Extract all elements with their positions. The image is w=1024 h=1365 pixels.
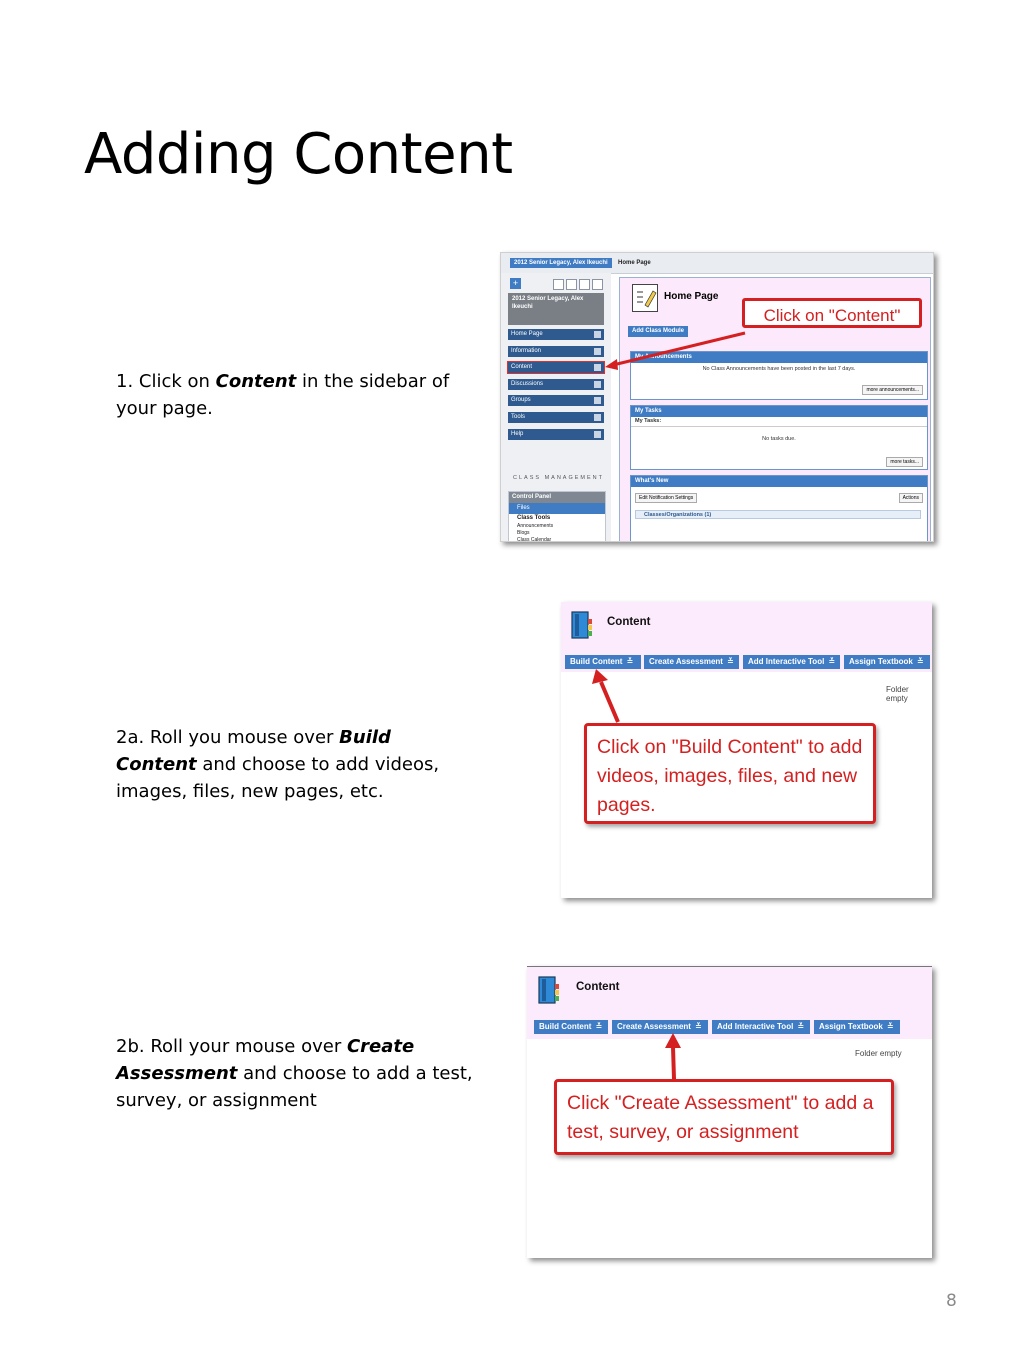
step-2a-pre: 2a. Roll you mouse over [116,727,340,748]
edit-notification-settings-button[interactable]: Edit Notification Settings [635,493,697,503]
sidebar-item-label: Groups [511,397,531,403]
content-title: Content [576,981,620,993]
step-2b-pre: 2b. Roll your mouse over [116,1036,347,1057]
content-callout: Click on "Content" [742,298,922,328]
step-1-post: in the sidebar of your page. [116,371,450,419]
step-1-pre: 1. Click on [116,371,216,392]
build-content-screenshot [561,602,932,898]
cp-item-announcements[interactable]: Announcements [517,523,554,529]
content-title: Content [607,616,651,628]
course-name[interactable]: 2012 Senior Legacy, Alex Ikeuchi [508,293,604,325]
classes-organizations-group[interactable]: Classes/Organizations (1) [635,510,921,519]
callout-arrow [501,253,933,541]
create-assessment-callout: Click "Create Assessment" to add a test, survey, or assignment [554,1079,894,1155]
assign-textbook-label: Assign Textbook [849,657,913,666]
sidebar-item-label: Information [511,348,542,354]
cp-item-blogs[interactable]: Blogs [517,530,530,536]
page-heading: Home Page [664,291,719,302]
chevron-down-icon: ≚ [726,657,734,666]
more-announcements-button[interactable]: more announcements... [862,385,923,395]
step-2a-bold: Build Content [116,727,391,775]
chevron-down-icon: ≚ [797,1022,805,1031]
add-class-module-button[interactable]: Add Class Module [628,326,688,337]
chevron-down-icon: ≚ [828,657,836,666]
create-assessment-label: Create Assessment [649,657,723,666]
class-management-heading: CLASS MANAGEMENT [513,475,604,481]
cp-item-class-calendar[interactable]: Class Calendar [517,537,552,542]
step-2b-post: and choose to add a test, survey, or assignment [116,1063,473,1111]
breadcrumb-page: Home Page [618,260,651,266]
create-assessment-screenshot [527,966,932,1258]
add-interactive-tool-label: Add Interactive Tool [717,1022,794,1031]
whats-new-title: What's New [631,476,927,487]
chevron-down-icon: ≚ [595,1022,603,1031]
step-1-text [116,368,476,422]
breadcrumb-course[interactable]: 2012 Senior Legacy, Alex Ikeuchi [510,258,612,268]
announcements-text: No Class Announcements have been posted in the last 7 days. [702,366,856,372]
assign-textbook-label: Assign Textbook [819,1022,883,1031]
tasks-title: My Tasks [631,406,927,417]
chevron-down-icon: ≚ [886,1022,894,1031]
slide-title: Adding Content [84,122,513,187]
step-2b-text [116,1033,476,1114]
build-content-label: Build Content [539,1022,592,1031]
add-icon[interactable]: + [510,278,521,289]
step-2a-text [116,724,476,805]
add-interactive-tool-label: Add Interactive Tool [748,657,825,666]
folder-empty-text: Folder empty [855,1049,902,1058]
step-2b-bold: Create Assessment [116,1036,415,1084]
sidebar-item-label: Tools [511,414,526,420]
actions-button[interactable]: Actions [899,493,923,503]
more-tasks-button[interactable]: more tasks... [886,457,923,467]
build-content-label: Build Content [570,657,623,666]
home-page-screenshot [500,252,934,542]
folder-empty-text: Folder empty [886,685,909,703]
create-assessment-label: Create Assessment [617,1022,691,1031]
announcements-title: My Announcements [631,352,927,363]
step-1-bold: Content [215,371,297,392]
build-content-callout: Click on "Build Content" to add videos, images, files, and new pages. [584,723,876,824]
sidebar-item-label: Discussions [511,381,544,387]
chevron-down-icon: ≚ [916,657,924,666]
sidebar-item-label: Home Page [511,331,543,337]
tasks-label: My Tasks: [631,417,927,427]
sidebar-item-label: Help [511,431,524,437]
chevron-down-icon: ≚ [694,1022,702,1031]
class-tools-heading: Class Tools [517,515,551,521]
control-panel-heading[interactable]: Control Panel [509,492,605,503]
sidebar-item-label: Content [511,364,533,370]
chevron-down-icon: ≚ [626,657,634,666]
page-number: 8 [946,1291,957,1311]
control-panel-files[interactable]: Files [509,503,605,514]
step-2a-post: and choose to add videos, images, files, new pages, etc. [116,754,440,802]
tasks-text: No tasks due. [762,436,796,442]
